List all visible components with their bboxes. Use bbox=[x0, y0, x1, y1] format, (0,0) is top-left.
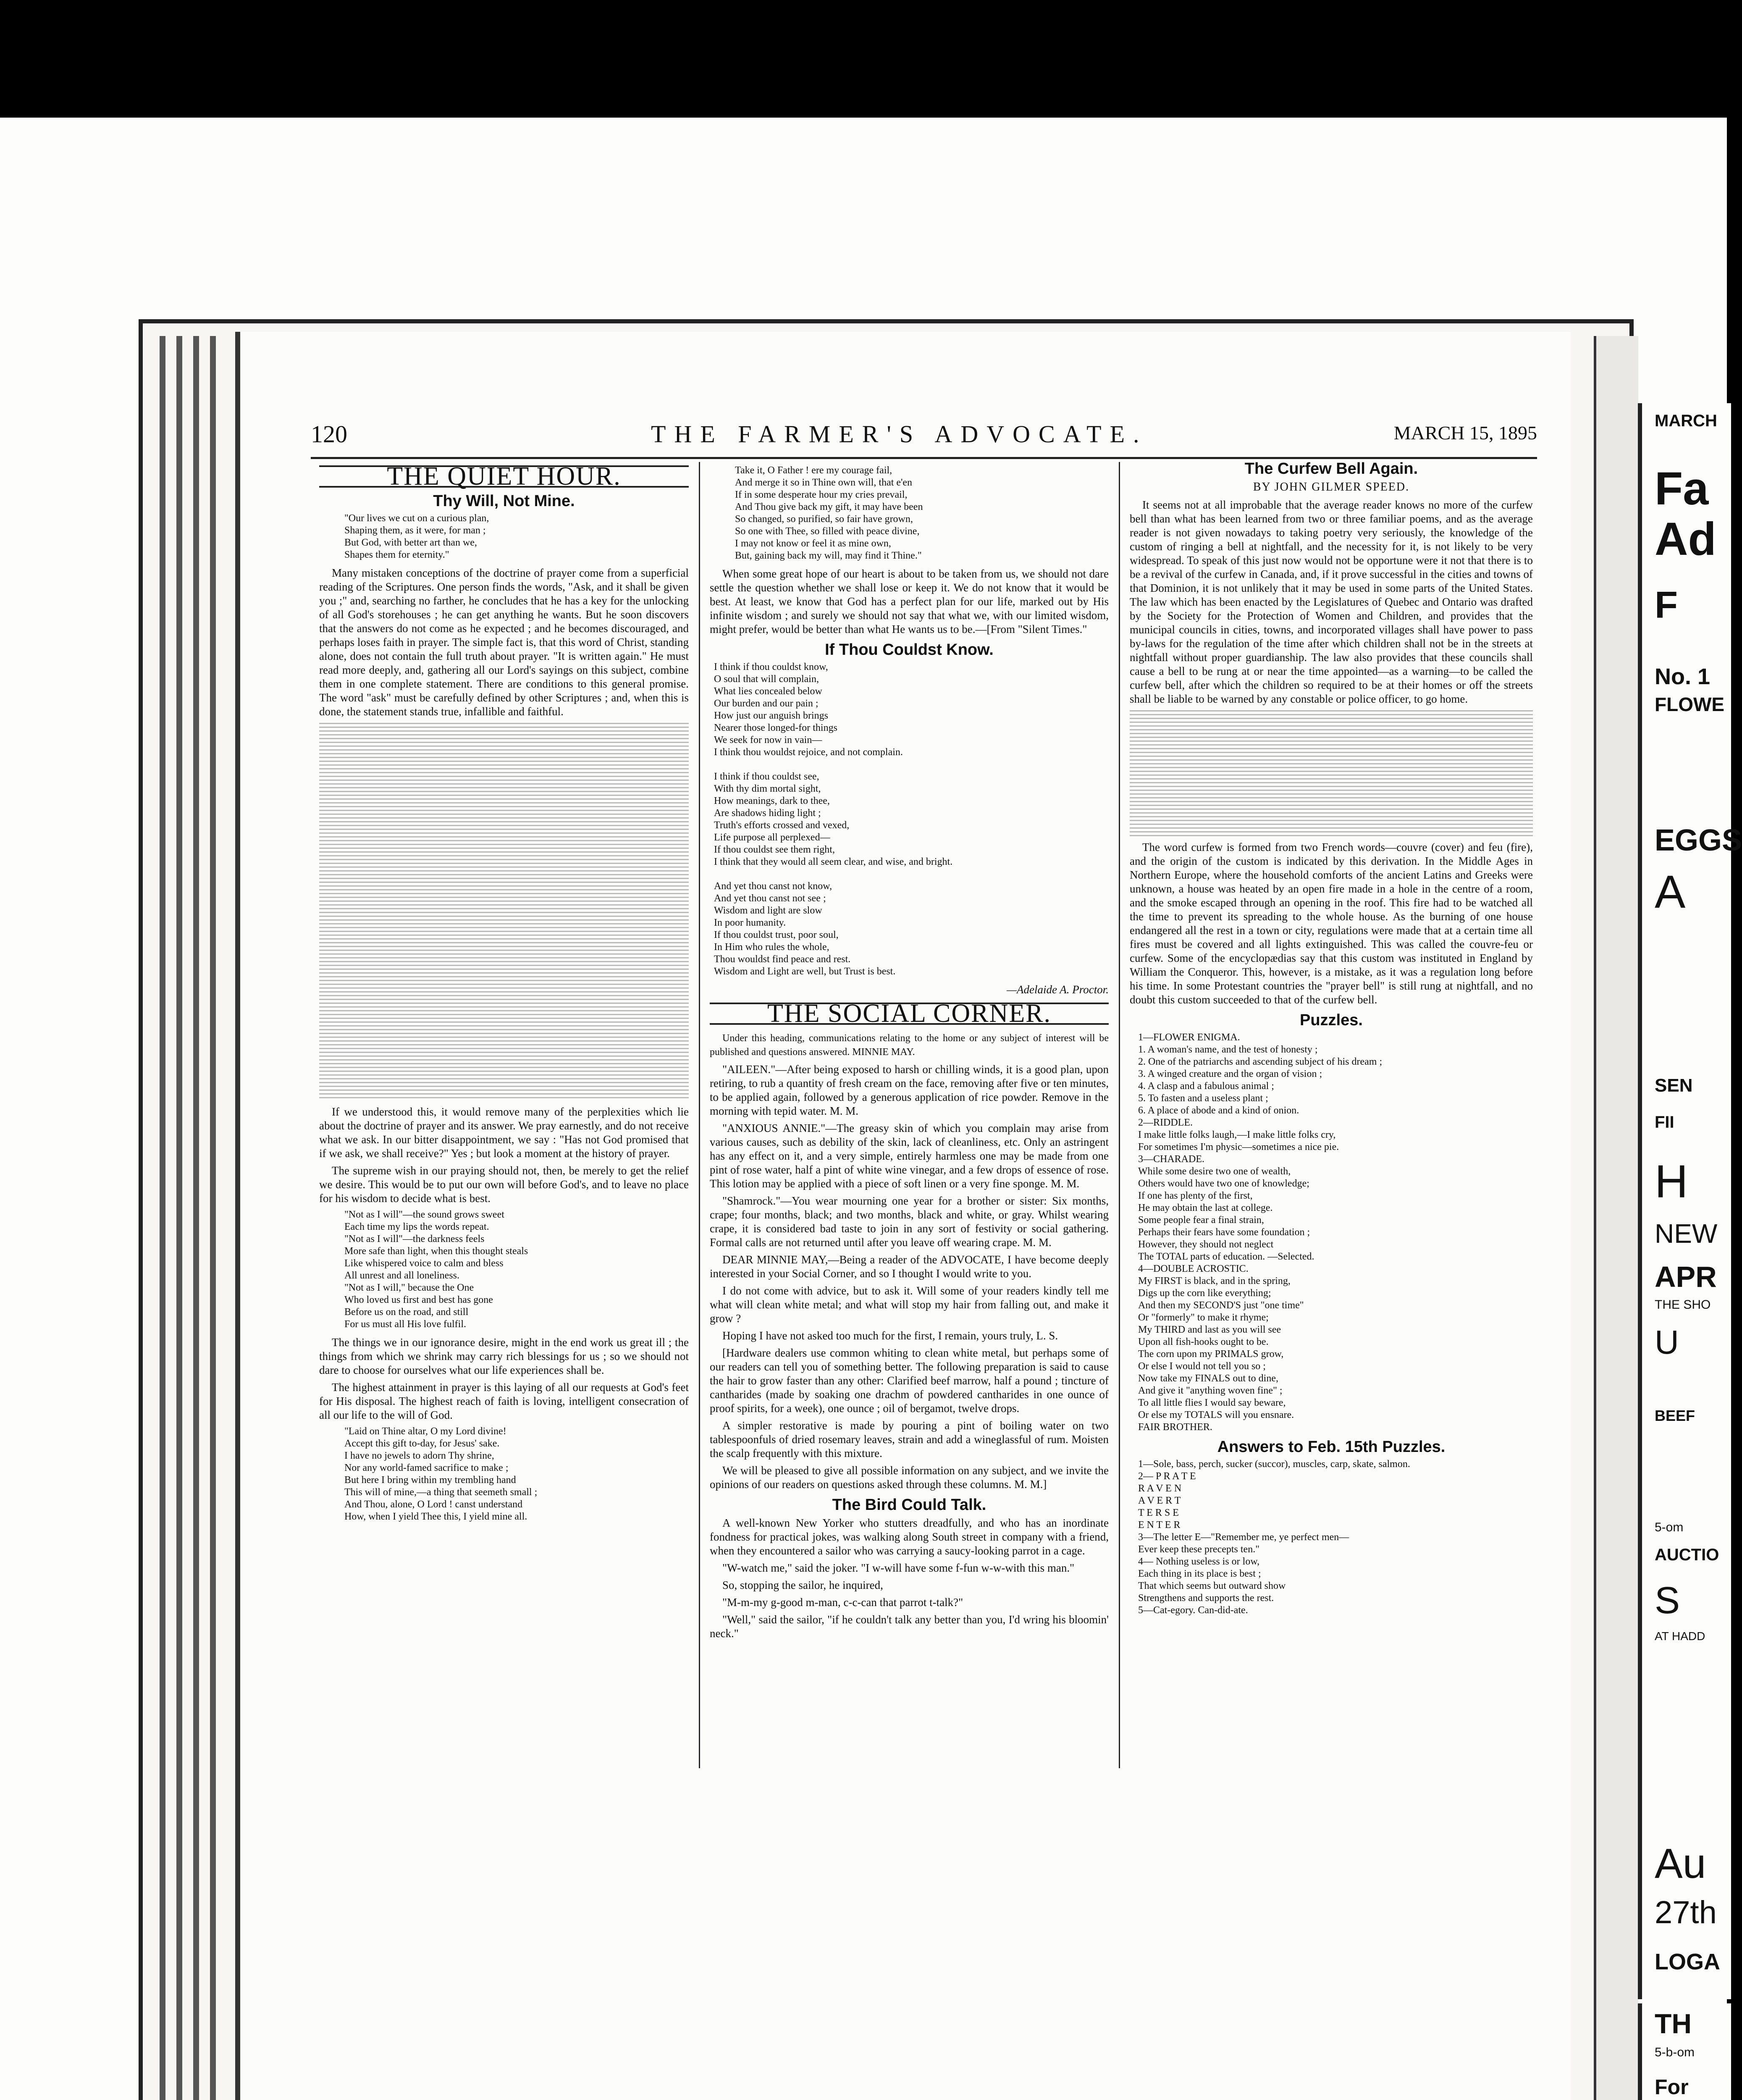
section-title: THE SOCIAL CORNER. bbox=[710, 1003, 1109, 1025]
facing-page bbox=[1638, 403, 1742, 1999]
facing-line: APR bbox=[1655, 1260, 1717, 1293]
facing-line: For bbox=[1655, 2075, 1689, 2099]
epigraph: "Our lives we cut on a curious plan, Shaping them, as it were, for man ; But God, with better art than we, Shapes them for eternity." bbox=[344, 513, 489, 560]
letter: "ANXIOUS ANNIE."—The greasy skin of which you complain may arise from various causes, such as debility of the skin, lack of cleanliness, etc. Only an astringent has any effect on it, and a very simple, entirely harmless one may be made from one pint of rose water, half a pint of white wine vinegar, and a few drops of essence of rose. This lotion may be applied with a piece of soft linen or a very fine sponge. M. M. bbox=[710, 1122, 1109, 1190]
paragraph: When some great hope of our heart is about to be taken from us, we should not dare settle the question whether we shall lose or keep it. We do not know that it would be best. At least, we know that God has a perfect plan for our life, marked out by His infinite wisdom ; and surely we should not say that what we, with our limited wisdom, might prefer, would be better than what He wants us to be.—[From "Silent Times." bbox=[710, 567, 1109, 635]
facing-date: MARCH bbox=[1655, 412, 1717, 430]
facing-line: THE SHO bbox=[1655, 1298, 1711, 1312]
poem-author: —Adelaide A. Proctor. bbox=[1007, 983, 1109, 996]
column-rule bbox=[1119, 462, 1120, 1768]
answers-title: Answers to Feb. 15th Puzzles. bbox=[1217, 1438, 1446, 1456]
article-title: Thy Will, Not Mine. bbox=[433, 492, 575, 510]
facing-line: F bbox=[1655, 584, 1678, 626]
paragraph: The word curfew is formed from two French words—couvre (cover) and feu (fire), and the origin of the custom is indicated by this derivation. In the Middle Ages in Northern Europe, where the household comforts of the ancient Latins and Greeks were unknown, a house was heated by an open fire made in a hole in the centre of a room, and the smoke escaped through an opening in the roof. This fire had to be watched all the time to prevent its spreading to the whole house. As the burning of one house endangered all the rest in a town or city, regulations were made that at a certain time all fires must be covered and all lights extinguished. This was called the couvre-feu or curfew. Some of the encyclopædias say that this custom was instituted in England by William the Conqueror. This, however, is a mistake, as it was a regulation long before his time. In some Protestant countries the "prayer bell" is still rung at nightfall, and no doubt this custom succeeded to that of the curfew bell. bbox=[1130, 841, 1533, 1006]
page-edge bbox=[176, 336, 182, 2100]
facing-line: Fa bbox=[1655, 463, 1709, 514]
facing-line: EGGS bbox=[1655, 824, 1742, 857]
paragraph: A well-known New Yorker who stutters dreadfully, and who has an inordinate fondness for practical jokes, was walking along South street in company with a friend, when they encountered a sailor who was carrying a saucy-looking parrot in a cage. bbox=[710, 1517, 1109, 1557]
page-gutter bbox=[1594, 336, 1638, 2100]
article-title: The Curfew Bell Again. bbox=[1244, 460, 1418, 478]
column-quiet-hour bbox=[319, 462, 689, 1528]
paragraph: It seems not at all improbable that the average reader knows no more of the curfew bell than what has been learned from two or three familiar poems, and as the average reader is not given nowadays to taking poetry very seriously, the knowledge of the custom of ringing a bell at nightfall, and the necessity for it, is not likely to be very widespread. To speak of this just now would not be opportune were it not that there is to be a revival of the curfew in Canada, and, if it prove successful in the cities and towns of that Dominion, it is not unlikely that it may be used in some parts of the United States. The law which has been enacted by the Legislatures of Quebec and Ontario was drafted by the Society for the Protection of Women and Children, and provides that the municipal councils in cities, towns, and incorporated villages shall have power to pass by-laws for the regulation of the time after which children shall not be in the streets at nightfall without proper guardianship. The law also provides that these councils shall cause a bell to be rung at or near the time appointed—as a warning—to be called the curfew bell, after which the children so required to be at their homes or off the streets shall be liable to be warned by any constable or police officer, to go home. bbox=[1130, 499, 1533, 705]
puzzles-list: 1—FLOWER ENIGMA. 1. A woman's name, and the test of honesty ; 2. One of the patriarchs and ascending subject of his dream ; 3. A winged creature and the organ of vision ; 4. A clasp and a fabulous animal ; 5. To fasten and a useless plant ; 6. A place of abode and a kind of onion. 2—RIDDLE. I make little folks laugh,—I make little folks cry, For sometimes I'm physic—sometimes a nice pie. 3—CHARADE. While some desire two one of wealth, Others would have two one of knowledge; If one has plenty of the first, He may obtain the last at college. Some people fear a final strain, Perhaps their fears have some foundation ; However, they should not neglect The TOTAL parts of education. —Selected. 4—DOUBLE ACROSTIC. My FIRST is black, and in the spring, Digs up the corn like everything; And then my SECOND'S just "one time" Or "formerly" to make it rhyme; My THIRD and last as you will see Upon all fish-hooks ought to be. The corn upon my PRIMALS grow, Or else I would not tell you so ; Now take my FINALS out to dine, And give it "anything woven fine" ; To all little flies I would say beware, Or else my TOTALS will you ensnare. FAIR BROTHER. bbox=[1138, 1032, 1383, 1433]
facing-line: Au bbox=[1655, 1840, 1706, 1887]
facing-line: AUCTIO bbox=[1655, 1546, 1719, 1564]
column-rule bbox=[699, 462, 700, 1768]
facing-line: A bbox=[1655, 866, 1686, 918]
text-lines bbox=[1130, 710, 1533, 836]
issue-date: MARCH 15, 1895 bbox=[1393, 422, 1537, 444]
facing-line: Ad bbox=[1655, 513, 1716, 565]
paragraph: The highest attainment in prayer is this laying of all our requests at God's feet for His disposal. The highest reach of faith is loving, intelligent consecration of all our life to the will of God. bbox=[319, 1381, 689, 1421]
text-lines bbox=[319, 723, 689, 1101]
poem: Take it, O Father ! ere my courage fail, And merge it so in Thine own will, that e'en If in some desperate hour my cries prevail, And Thou give back my gift, it may have been So changed, so purified, so fair have grown, So one with Thee, so filled with peace divine, I may not know or feel it as mine own, But, gaining back my will, may find it Thine." bbox=[735, 465, 923, 561]
paragraph: "M-m-my g-good m-man, c-c-can that parrot t-talk?" bbox=[722, 1596, 963, 1609]
puzzles-title: Puzzles. bbox=[1300, 1011, 1363, 1029]
poem: "Laid on Thine altar, O my Lord divine! Accept this gift to-day, for Jesus' sake. I have no jewels to adorn Thy shrine, Nor any world-famed sacrifice to make ; But here I bring within my trembling hand This will of mine,—a thing that seemeth small ; And Thou, alone, O Lord ! canst understand How, when I yield Thee this, I yield mine all. bbox=[344, 1426, 538, 1522]
page-edge bbox=[160, 336, 165, 2100]
facing-line: FII bbox=[1655, 1113, 1674, 1131]
facing-line: FLOWE bbox=[1655, 693, 1725, 715]
page-header bbox=[311, 420, 1537, 454]
letter: I do not come with advice, but to ask it. Will some of your readers kindly tell me what will clean white metal; and what will stop my hair from falling out, and make it grow ? bbox=[710, 1284, 1109, 1325]
letter: [Hardware dealers use common whiting to clean white metal, but perhaps some of our readers can tell you of something better. The following preparation is said to cause the hair to grow faster than any other: Clarified beef marrow, half a pound ; tincture of cantharides (made by soaking one drachm of powdered cantharides in one ounce of proof spirits, for a week), one ounce ; oil of bergamot, twelve drops. bbox=[710, 1347, 1109, 1415]
section-title: THE QUIET HOUR. bbox=[319, 465, 689, 488]
paragraph: The things we in our ignorance desire, might in the end work us great ill ; the things from which we shrink may carry rich blessings for us ; so we should not dare to choose for ourselves what our life experiences shall be. bbox=[319, 1336, 689, 1376]
letter: A simpler restorative is made by pouring a pint of boiling water on two tablespoonfuls of dried rosemary leaves, strain and add a wineglassful of rum. Moisten the scalp frequently with this mixture. bbox=[710, 1419, 1109, 1460]
masthead-title: THE FARMER'S ADVOCATE. bbox=[651, 420, 1148, 448]
poem-title: If Thou Couldst Know. bbox=[825, 641, 994, 659]
page-edge bbox=[193, 336, 199, 2100]
paragraph: The supreme wish in our praying should not, then, be merely to get the relief we desire. This would be to put our own will before God's, and to leave no place for his wisdom to decide what is best. bbox=[319, 1164, 689, 1205]
poem: I think if thou couldst know, O soul that will complain, What lies concealed below Our burden and our pain ; How just our anguish brings Nearer those longed-for things We seek for now in vain— I think thou wouldst rejoice, and not complain. I think if thou couldst see, With thy dim mortal sight, How meanings, dark to thee, Are shadows hiding light ; Truth's efforts crossed and vexed, Life purpose all perplexed— If thou couldst see them right, I think that they would all seem clear, and wise, and bright. And yet thou canst not know, And yet thou canst not see ; Wisdom and light are slow In poor humanity. If thou couldst trust, poor soul, In Him who rules the whole, Thou wouldst find peace and rest. Wisdom and Light are well, but Trust is best. bbox=[714, 662, 953, 977]
header-rule bbox=[311, 457, 1537, 459]
page-number: 120 bbox=[311, 420, 347, 448]
poem: "Not as I will"—the sound grows sweet Each time my lips the words repeat. "Not as I will"—the darkness feels More safe than light, when this thought steals Like whispered voice to calm and bless All unrest and all loneliness. "Not as I will," because the One Who loved us first and best has gone Before us on the road, and still For us must all His love fulfil. bbox=[344, 1209, 528, 1330]
facing-line: 5-om bbox=[1655, 1520, 1684, 1534]
facing-line: NEW bbox=[1655, 1218, 1718, 1249]
column-curfew bbox=[1130, 462, 1533, 1622]
paragraph: Many mistaken conceptions of the doctrine of prayer come from a superficial reading of the Scriptures. One person finds the words, "Ask, and it shall be given you ;" and, searching no farther, he concludes that he has a key for the unlocking of all God's storehouses ; he can get anything he wants. But he soon discovers that the answers do not come as he expected ; and he becomes discouraged, and perhaps loses faith in prayer. The simple fact is, that this word of Christ, standing alone, does not contain the full truth about prayer. "It is written again." He must read more deeply, and, gathering all our Lord's sayings on this subject, combine them in one complete statement. There are conditions to this general promise. The word "ask" must be carefully defined by other Scriptures ; and, when this is done, the statement stands true, infallible and faithful. bbox=[319, 567, 689, 718]
article-title: The Bird Could Talk. bbox=[832, 1496, 986, 1514]
facing-line: H bbox=[1655, 1156, 1688, 1208]
paragraph: "W-watch me," said the joker. "I w-will have some f-fun w-w-with this man." bbox=[722, 1562, 1075, 1574]
facing-line: BEEF bbox=[1655, 1407, 1695, 1424]
paragraph: If we understood this, it would remove many of the perplexities which lie about the doctrine of prayer and its answer. We pray earnestly, and do not receive what we ask. In our bitter disappointment, we say : "Has not God promised that if we ask, we shall receive?" Yes ; but look a moment at the history of prayer. bbox=[319, 1105, 689, 1160]
byline: BY JOHN GILMER SPEED. bbox=[1253, 480, 1410, 494]
letter: "AILEEN."—After being exposed to harsh or chilling winds, it is a good plan, upon retiring, to rub a quantity of fresh cream on the face, removing after five or ten minutes, to be applied again, followed by a generous application of rice powder. Remove in the morning with tepid water. M. M. bbox=[710, 1063, 1109, 1117]
facing-line: 5-b-om bbox=[1655, 2045, 1695, 2059]
intro: Under this heading, communications relating to the home or any subject of interest will be published and questions answered. MINNIE MAY. bbox=[710, 1033, 1109, 1058]
answers-list: 1—Sole, bass, perch, sucker (succor), muscles, carp, skate, salmon. 2— P R A T E R A V E N A V E R T T E R S E E N T E R 3—The letter E—"Remember me, ye perfect men— Ever keep these precepts ten." 4— Nothing useless is or low, Each thing in its place is best ; That which seems but outward show Strengthens and supports the rest. 5—Cat-egory. Can-did-ate. bbox=[1138, 1459, 1410, 1616]
facing-line: U bbox=[1655, 1323, 1679, 1361]
letter: Hoping I have not asked too much for the first, I remain, yours truly, L. S. bbox=[722, 1329, 1058, 1342]
letter: "Shamrock."—You wear mourning one year for a brother or sister: Six months, crape; four months, black; and two months, black and white, or gray. Whilst wearing crape, it is considered bad taste to join in any sort of festivity or social gathering. Formal calls are not returned until after you leave off wearing crape. M. M. bbox=[710, 1194, 1109, 1249]
facing-line: SEN bbox=[1655, 1075, 1693, 1096]
facing-line: TH bbox=[1655, 2008, 1692, 2039]
letter: We will be pleased to give all possible information on any subject, and we invite the opinions of our readers on questions asked through these columns. M. M.] bbox=[710, 1464, 1109, 1491]
page-edge bbox=[210, 336, 216, 2100]
facing-line: AT HADD bbox=[1655, 1630, 1705, 1643]
facing-line: LOGA bbox=[1655, 1949, 1720, 1974]
paragraph: "Well," said the sailor, "if he couldn't talk any better than you, I'd wring his bloomin' neck." bbox=[710, 1613, 1109, 1640]
paragraph: So, stopping the sailor, he inquired, bbox=[722, 1579, 883, 1591]
facing-line: No. 1 bbox=[1655, 664, 1711, 689]
facing-page-lower bbox=[1638, 2003, 1731, 2100]
letter: DEAR MINNIE MAY,—Being a reader of the ADVOCATE, I have become deeply interested in your Social Corner, and so I thought I would write to you. bbox=[710, 1253, 1109, 1280]
column-social-corner bbox=[710, 462, 1109, 1644]
facing-line: S bbox=[1655, 1580, 1680, 1622]
facing-line: 27th bbox=[1655, 1895, 1717, 1930]
